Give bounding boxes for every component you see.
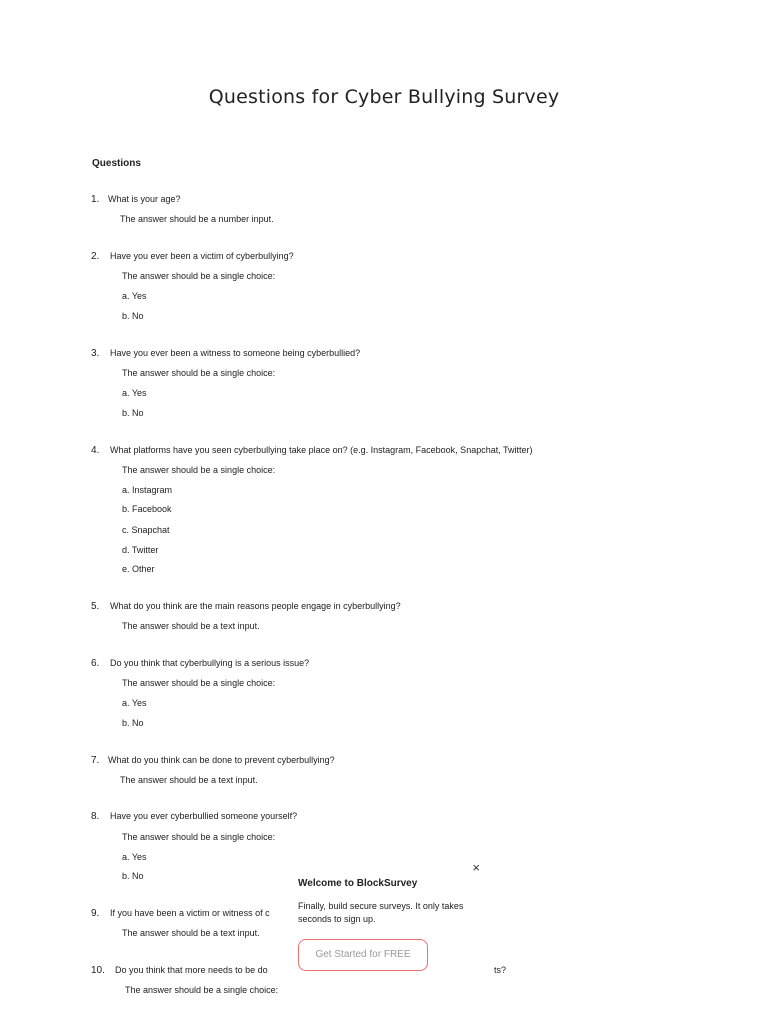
question-text: Do you think that more needs to be do (115, 965, 268, 975)
question-number: 2. (91, 251, 100, 262)
answer-type: The answer should be a single choice: (122, 678, 276, 688)
answer-type: The answer should be a single choice: (122, 832, 276, 842)
answer-type: The answer should be a number input. (120, 214, 274, 224)
question-text: What platforms have you seen cyberbullying take place on? (e.g. Instagram, Facebook, Snapchat, Twitter) (110, 445, 533, 455)
answer-type: The answer should be a text input. (122, 621, 260, 631)
question-text: Have you ever been a witness to someone being cyberbullied? (110, 348, 361, 358)
answer-option: a. Yes (122, 698, 147, 708)
popup-body: Finally, build secure surveys. It only takes seconds to sign up. (298, 901, 464, 924)
get-started-button[interactable]: Get Started for FREE (298, 939, 428, 971)
answer-type: The answer should be a single choice: (125, 985, 279, 995)
question-number: 10. (91, 965, 105, 976)
answer-option: a. Instagram (122, 485, 173, 495)
answer-option: b. Facebook (122, 504, 172, 514)
question-text: Have you ever been a victim of cyberbullying? (110, 251, 294, 261)
popup-title: Welcome to BlockSurvey (298, 878, 418, 889)
answer-option: a. Yes (122, 388, 147, 398)
answer-option: b. No (122, 311, 144, 321)
question-text: Do you think that cyberbullying is a serious issue? (110, 658, 310, 668)
answer-option: a. Yes (122, 852, 147, 862)
question-text: What is your age? (108, 194, 181, 204)
question-number: 9. (91, 908, 100, 919)
section-heading: Questions (92, 158, 141, 169)
answer-option: d. Twitter (122, 545, 159, 555)
question-number: 6. (91, 658, 100, 669)
question-text: What do you think are the main reasons people engage in cyberbullying? (110, 601, 401, 611)
question-number: 7. (91, 755, 100, 766)
answer-option: a. Yes (122, 291, 147, 301)
answer-option: b. No (122, 871, 144, 881)
answer-type: The answer should be a single choice: (122, 465, 276, 475)
answer-option: e. Other (122, 564, 155, 574)
page-title: Questions for Cyber Bullying Survey (208, 86, 560, 108)
welcome-popup (284, 858, 490, 986)
answer-type: The answer should be a text input. (120, 775, 258, 785)
answer-type: The answer should be a single choice: (122, 368, 276, 378)
question-number: 4. (91, 445, 100, 456)
answer-option: b. No (122, 718, 144, 728)
question-number: 5. (91, 601, 100, 612)
answer-option: c. Snapchat (122, 525, 170, 535)
question-text: If you have been a victim or witness of c (110, 908, 270, 918)
question-text: What do you think can be done to prevent cyberbullying? (108, 755, 335, 765)
question-number: 1. (91, 194, 100, 205)
close-icon[interactable]: × (472, 860, 480, 875)
question-text-tail: ts? (494, 965, 507, 975)
question-number: 8. (91, 811, 100, 822)
answer-type: The answer should be a single choice: (122, 271, 276, 281)
answer-type: The answer should be a text input. (122, 928, 260, 938)
answer-option: b. No (122, 408, 144, 418)
question-number: 3. (91, 348, 100, 359)
question-text: Have you ever cyberbullied someone yourself? (110, 811, 298, 821)
